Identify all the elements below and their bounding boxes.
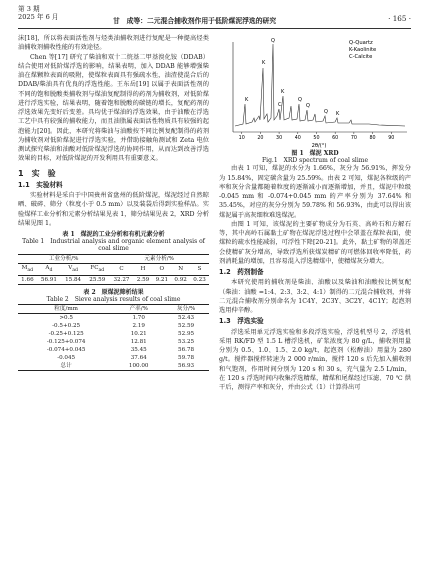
paper-title: 二元混合捕收剂作用于低阶煤泥浮选的研究 bbox=[146, 17, 277, 25]
xrd-curve bbox=[235, 44, 405, 126]
table2-caption bbox=[18, 289, 209, 303]
table-cell: -0.125+0.074 bbox=[46, 339, 86, 346]
table-cell: 52.95 bbox=[178, 331, 195, 338]
table-row bbox=[18, 314, 209, 323]
issue-info bbox=[18, 5, 58, 21]
x-tick-label: 30 bbox=[276, 136, 283, 141]
figure1-caption bbox=[219, 150, 411, 164]
table1 bbox=[18, 254, 209, 285]
table-header: 灰分/% bbox=[176, 306, 196, 313]
paragraph: Chen 等[17] 研究了柴油和双十二烷基二甲基溴化铵（DDAB）结合使用对低阶煤浮选的影响，结果表明，加入 DDAB 能够增强柴油在煤颗粒表面的吸附，使煤粒表面具有强疏水性，油渣使混合后的 DDAB/柴油具有优良的浮选性能。王东岳[19] 以属于表面活性剂的不同的饱和脱酸类捕收剂与煤油复配制得的药剂为捕收剂，对低阶煤进行浮选实验，结果表明，随着饱和脱酸的碳链的增长，复配药剂的浮选效果先变好后变差。具均优于煤油的浮选效果，由于油酸在浮选工艺中具有较强的捕收能力，而且油脂属表面活性物质具有较强的起泡能力[20]。因此，本研究将柴油与油酸按不同比例复配制得的药剂为捕收剂对低阶煤泥进行浮选实验，并借助接触角测试和 Zeta 电位测试探究柴油和油酸对低阶煤泥浮选的协同作用，从而达到改善浮选效果的目标，对低阶煤泥的开发利用具有重要意义。 bbox=[18, 53, 209, 163]
table-cell: 56.93 bbox=[178, 363, 195, 370]
table-row bbox=[18, 275, 209, 284]
table-header: H bbox=[140, 266, 146, 273]
table1-caption-cn: 表 1 煤泥的工业分析和有机元素分析 bbox=[62, 231, 165, 238]
table-cell: 2.19 bbox=[132, 323, 145, 330]
subsection-heading: 1.1 实验材料 bbox=[18, 180, 63, 189]
table-header: S bbox=[197, 266, 202, 273]
volume: 第 3 期 bbox=[18, 5, 40, 13]
right-column bbox=[219, 34, 411, 392]
figure1-caption-en: Fig.1 XRD spectrum of coal slime bbox=[262, 157, 368, 165]
paragraph: 实验材料是采自于中国贵州省盘州的低阶煤泥，煤泥经过自然晾晒、破碎、筛分（粒度小于 0.5 mm）以及装袋后得到实验样品。实验煤样工业分析和元素分析结果见表 1，筛分结果见表 2，XRD 分析结果见图 1。 bbox=[18, 192, 209, 227]
table-row bbox=[18, 322, 209, 330]
x-tick-label: 90 bbox=[388, 136, 395, 141]
table-row bbox=[18, 354, 209, 362]
peak-label: K bbox=[336, 111, 340, 117]
subsection-heading: 1.3 浮选实验 bbox=[219, 317, 264, 326]
peak-label: Q bbox=[324, 109, 328, 115]
table-header: $FC_{ad}$ bbox=[90, 264, 105, 273]
x-ticks bbox=[239, 132, 395, 141]
table-cell: -0.045 bbox=[57, 355, 76, 362]
table-header: O bbox=[159, 266, 165, 273]
header-rule bbox=[18, 28, 411, 29]
table-cell: 56.91 bbox=[40, 276, 57, 283]
table-cell: 100.00 bbox=[128, 363, 149, 370]
peak-label: Q bbox=[306, 103, 310, 109]
peak-label: K bbox=[281, 89, 285, 95]
x-tick-label: 20 bbox=[257, 136, 264, 141]
table-header: N bbox=[178, 266, 184, 273]
table2-caption-en: Table 2 Sieve analysis results of coal slime bbox=[46, 295, 181, 303]
table-cell: 15.84 bbox=[65, 276, 82, 283]
legend-item: C-Calcite bbox=[349, 54, 373, 60]
table-cell: 59.78 bbox=[178, 355, 195, 362]
table-cell: 52.59 bbox=[178, 323, 195, 330]
x-tick-label: 40 bbox=[294, 136, 301, 141]
table-row bbox=[18, 330, 209, 338]
table-group-header: 工业分析/% bbox=[18, 254, 109, 263]
page-number: · 165 · bbox=[388, 14, 411, 23]
table-cell: 37.64 bbox=[130, 355, 147, 362]
paragraph: 浮选采用单元浮选实验和多段浮选实验，浮选机型号 2，浮选机采用 RK/FD 型 1.5 L 槽浮选机，矿浆浓度为 80 g/L，捕收剂用量分别为 0.5、1.0、1.5、2.0 kg/t，起泡剂（松醇油）用量为 280 g/t。搅拌器搅拌转速为 2 000 r/min，搅拌 120 s 后先加入捕收剂和气饱剂，作用时间分别为 120 s 和 30 s，充气量为 2.5 L/min，在 120 s 浮选时间内收集浮选精煤，精煤和尾煤经过压滤、70 ℃ 烘干后，测得产率和灰分，并由公式（1）计算得出可 bbox=[219, 328, 411, 392]
table-cell: -0.074+0.045 bbox=[46, 347, 86, 354]
table1-caption-en: Table 1 Industrial analysis and organic element analysis of coal slime bbox=[22, 238, 205, 253]
table-row bbox=[18, 346, 209, 354]
paragraph: 由表 1 可知，煤泥的水分为 1.66%，灰分为 56.91%，挥发分为 15.84%，固定碳含量为 25.59%。由表 2 可知，煤泥各粒级的产率和灰分含量都随着粒度的逐渐减小而逐渐增加，并且，煤泥中粒级 -0.045 mm 和 -0.074+0.045 mm 的产率分别为 37.64% 和 35.45%，对应的灰分分别为 59.78% 和 56.93%，由此可以得出该煤泥属于高灰细粒难选煤泥。 bbox=[219, 165, 411, 219]
table-cell: 0.23 bbox=[193, 276, 206, 283]
authors: 甘 成等： bbox=[113, 17, 147, 25]
table-cell: 32.27 bbox=[113, 276, 130, 283]
table-header: $M_{ad}$ bbox=[21, 264, 34, 273]
table-row bbox=[18, 362, 209, 371]
paragraph: 沫[18]，所以将表面活性剂与烃类油捕收剂进行复配是一种提高烃类油捕收剂捕收性能的有效途径。 bbox=[18, 35, 209, 52]
subsection-heading: 1.2 药剂制备 bbox=[219, 268, 264, 277]
paragraph: 本研究使用的捕收剂是柴油、油酸以及柴油和油酸按比例复配（柴油：油酸 =1:4、2:3、3:2、4:1）制得的二元混合捕收剂，并将二元混合捕收剂分别命名为 1C4Y、2C3Y、3C2Y、4C1Y；起泡剂选用仲辛醇。 bbox=[219, 279, 411, 315]
table-header: 粒度/mm bbox=[54, 306, 78, 313]
table-cell: 52.43 bbox=[178, 315, 195, 322]
table-group-header: 元素分析/% bbox=[109, 254, 209, 263]
table-row bbox=[18, 338, 209, 346]
xrd-figure bbox=[219, 34, 411, 150]
peak-label: K bbox=[262, 60, 266, 66]
running-title bbox=[113, 15, 276, 25]
table-cell: 1.66 bbox=[21, 276, 34, 283]
table-cell: 25.59 bbox=[89, 276, 106, 283]
table-header: C bbox=[119, 266, 124, 273]
peak-label: Q bbox=[271, 38, 275, 44]
x-axis-label: 2θ/(°) bbox=[311, 143, 327, 149]
figure1-caption-cn: 图 1 煤泥 XRD bbox=[291, 150, 339, 157]
table-cell: 9.21 bbox=[155, 276, 169, 283]
x-tick-label: 80 bbox=[369, 136, 376, 141]
x-tick-label: 70 bbox=[350, 136, 357, 141]
peak-label: Q bbox=[298, 97, 302, 103]
table1-caption bbox=[18, 231, 209, 253]
x-tick-label: 60 bbox=[332, 136, 339, 141]
table-cell: >0.5 bbox=[59, 315, 73, 322]
left-column bbox=[18, 34, 209, 375]
peak-label: C bbox=[278, 102, 282, 108]
table-cell: -0.25+0.125 bbox=[48, 331, 84, 338]
peak-label: K bbox=[245, 97, 249, 103]
table2 bbox=[18, 304, 209, 371]
legend-item: K-Kaolinite bbox=[349, 47, 377, 53]
legend-item: Q-Quartz bbox=[349, 40, 373, 46]
table-header: $V_{ad}$ bbox=[68, 264, 79, 273]
date: 2025 年 6 月 bbox=[18, 13, 59, 21]
table-cell: 35.45 bbox=[130, 347, 147, 354]
table-cell: 12.81 bbox=[130, 339, 147, 346]
table2-caption-cn: 表 2 原煤泥筛析结果 bbox=[83, 288, 144, 296]
paragraph: 由图 1 可知，该煤泥的主要矿物成分为石英、高岭石和方解石等，其中高岭石属黏土矿物在煤泥浮选过程中会罩盖在煤粒表面，使煤粒的疏水性能减弱，可浮性下降[20-21]。此外，黏土矿物的罩盖还会使精矿灰分增高，导致浮选所获煤炭精矿的可燃体回收率降低，药剂消耗量的增加，且容易混入浮选精煤中，使精煤灰分增大。 bbox=[219, 220, 411, 265]
table-cell: 10.21 bbox=[130, 331, 147, 338]
table-header: 产率/% bbox=[129, 306, 148, 313]
table-cell: 0.92 bbox=[174, 276, 187, 283]
table-cell: 1.70 bbox=[132, 315, 145, 322]
x-tick-label: 50 bbox=[313, 136, 320, 141]
table2-body bbox=[18, 314, 209, 371]
table-header: $A_d$ bbox=[45, 264, 53, 273]
table-cell: 56.78 bbox=[178, 347, 195, 354]
x-tick-label: 10 bbox=[238, 136, 245, 141]
table-cell: 53.25 bbox=[178, 339, 195, 346]
table-cell: -0.5+0.25 bbox=[52, 323, 81, 330]
table-cell: 总计 bbox=[60, 363, 72, 370]
table-cell: 2.59 bbox=[136, 276, 150, 283]
section-heading: 1 实 验 bbox=[18, 168, 56, 178]
